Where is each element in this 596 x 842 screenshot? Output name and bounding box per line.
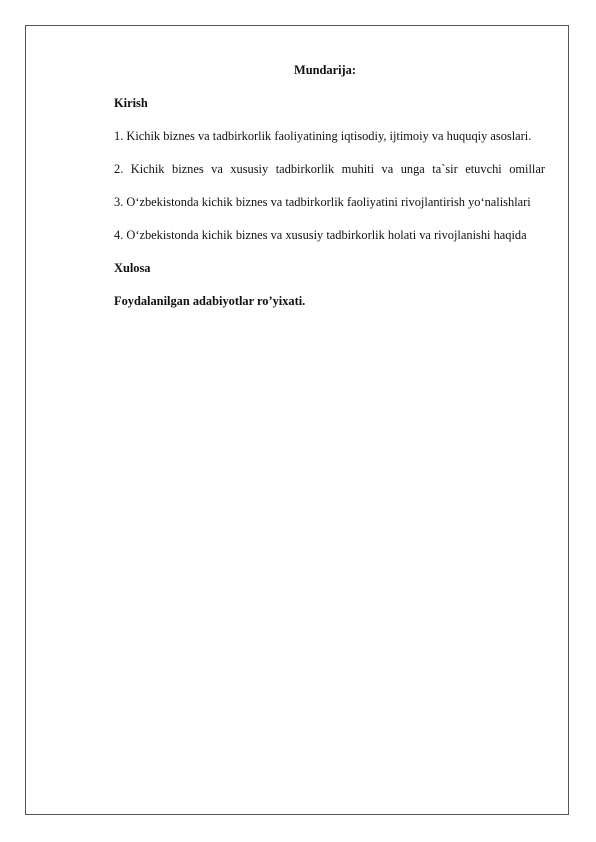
table-of-contents xyxy=(85,60,545,324)
toc-entry-chapter-3: 3. O‘zbekistonda kichik biznes va tadbirkorlik faoliyatini rivojlantirish yo‘nalishlari xyxy=(114,195,531,209)
toc-entry-conclusion: Xulosa xyxy=(114,261,151,275)
toc-title: Mundarija: xyxy=(294,63,356,77)
toc-entry-chapter-4: 4. O‘zbekistonda kichik biznes va xususiy tadbirkorlik holati va rivojlanishi haqida xyxy=(114,228,527,242)
toc-entry-chapter-1: 1. Kichik biznes va tadbirkorlik faoliyatining iqtisodiy, ijtimoiy va huquqiy asoslari. xyxy=(114,129,532,143)
toc-entry-introduction: Kirish xyxy=(114,96,148,110)
toc-entry-chapter-2: 2. Kichik biznes va xususiy tadbirkorlik muhiti va unga ta`sir etuvchi omillar xyxy=(114,162,545,176)
toc-entry-references: Foydalanilgan adabiyotlar ro’yixati. xyxy=(114,294,306,308)
